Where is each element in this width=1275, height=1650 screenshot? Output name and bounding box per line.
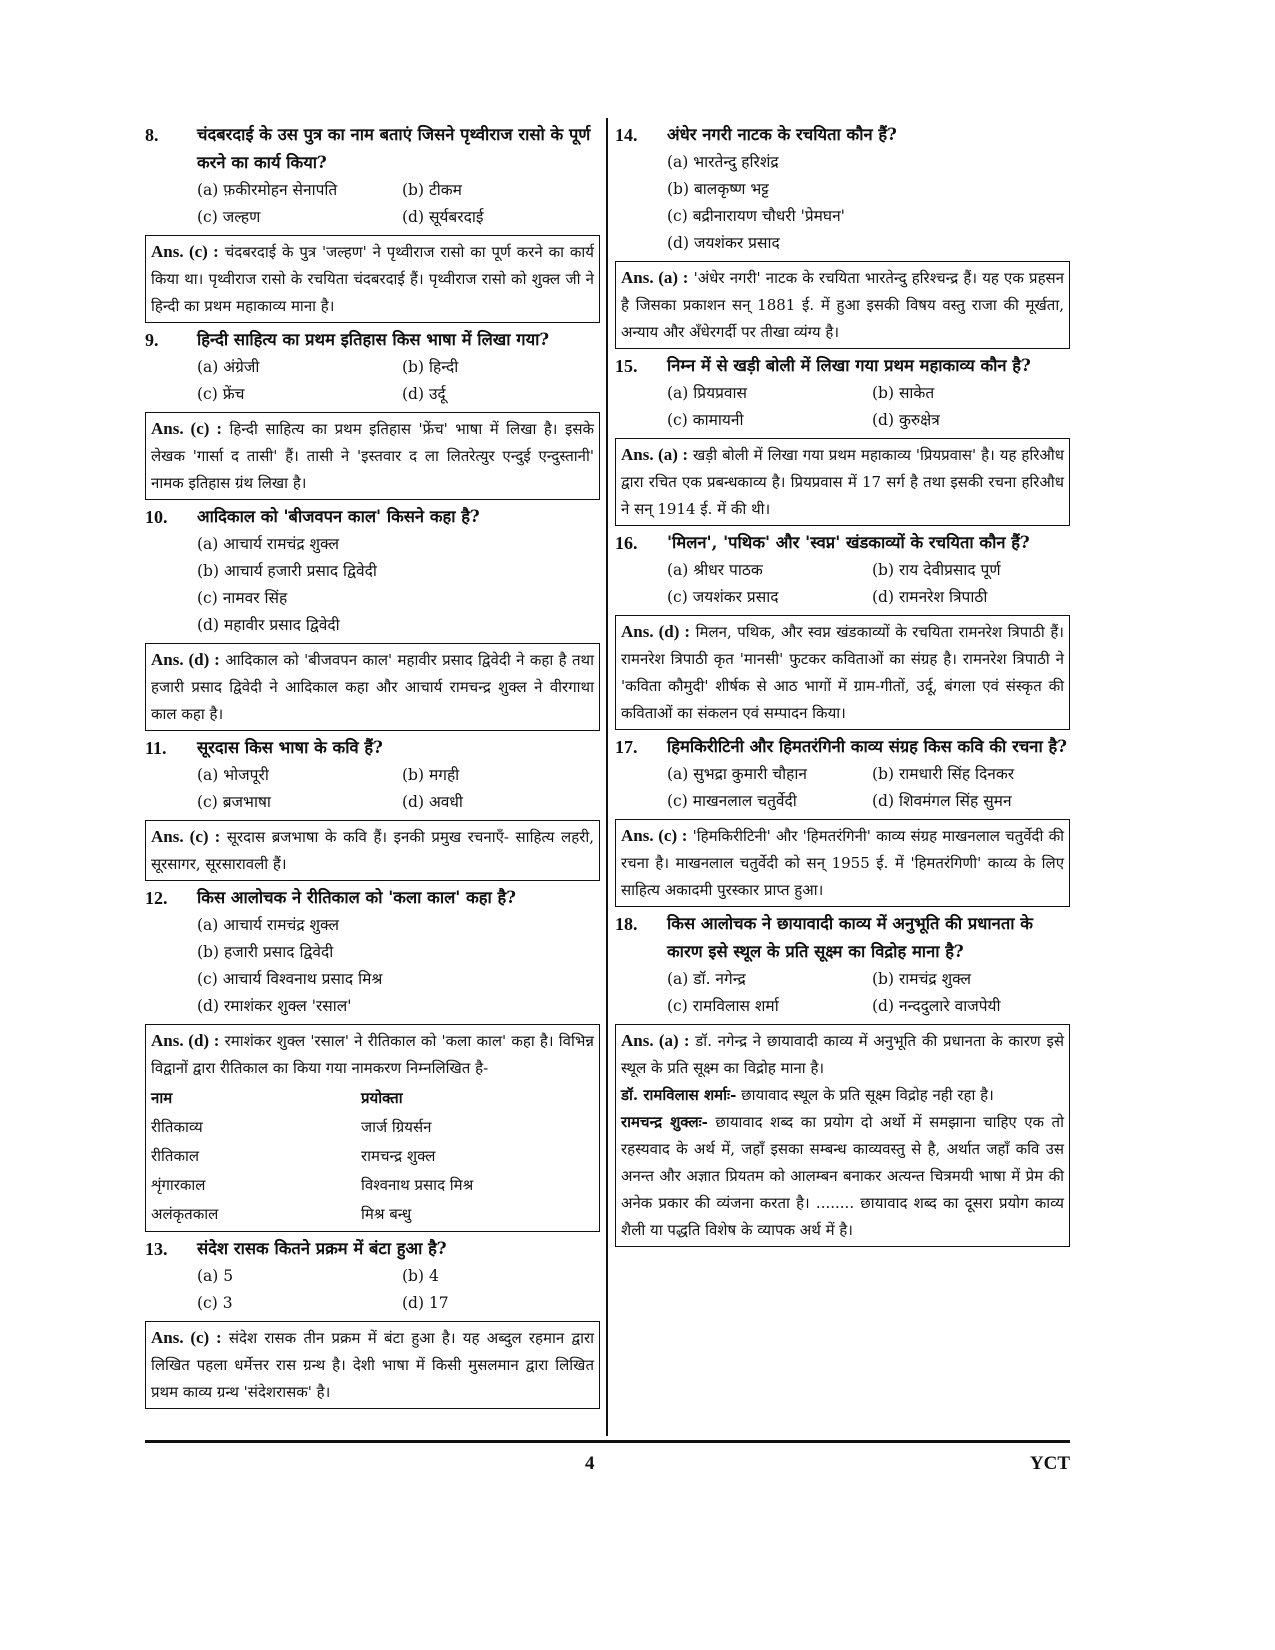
answer-label: Ans. (c) : [151, 419, 223, 438]
answer-box [615, 438, 1070, 526]
question-17 [615, 733, 1070, 761]
options [197, 912, 600, 1020]
question-15 [615, 352, 1070, 380]
option-c: (c) बद्रीनारायण चौधरी 'प्रेमघन' [667, 207, 845, 225]
answer-box [145, 412, 600, 500]
question-8 [145, 121, 600, 177]
option-d: (d) महावीर प्रसाद द्विवेदी [197, 616, 340, 634]
question-text: अंधेर नगरी नाटक के रचयिता कौन हैं? [667, 125, 897, 144]
page-number: 4 [585, 1453, 595, 1474]
question-number: 17. [615, 737, 638, 757]
option-b: (b) आचार्य हजारी प्रसाद द्विवेदी [197, 562, 377, 580]
question-text: 'मिलन', 'पथिक' और 'स्वप्न' खंडकाव्यों के रचयिता कौन हैं? [667, 533, 1030, 552]
question-text: संदेश रासक कितने प्रक्रम में बंटा हुआ है? [197, 1239, 447, 1258]
option-d: (d) शिवमंगल सिंह सुमन [872, 792, 1012, 810]
answer-label: Ans. (a) : [621, 268, 689, 287]
question-number: 8. [145, 125, 159, 145]
options [197, 531, 600, 639]
option-d: (d) जयशंकर प्रसाद [667, 234, 780, 252]
options [197, 177, 600, 231]
question-text: चंदबरदाई के उस पुत्र का नाम बताएं जिसने पृथ्वीराज रासो के पूर्ण करने का कार्य किया? [197, 125, 591, 172]
option-c: (c) जल्हण [197, 208, 261, 226]
question-text: आदिकाल को 'बीजवपन काल' किसने कहा है? [197, 507, 480, 526]
option-a: (a) सुभद्रा कुमारी चौहान [667, 765, 807, 783]
option-c: (c) जयशंकर प्रसाद [667, 588, 779, 606]
page [145, 118, 1070, 1498]
table-header: प्रयोक्ता [361, 1089, 403, 1107]
answer-box [145, 235, 600, 323]
option-c: (c) कामायनी [667, 411, 744, 429]
option-c: (c) ब्रजभाषा [197, 793, 271, 811]
question-11 [145, 734, 600, 762]
table-cell: विश्वनाथ प्रसाद मिश्र [361, 1176, 474, 1194]
naming-table [151, 1084, 594, 1229]
answer-text: डॉ. नगेन्द्र ने छायावादी काव्य में अनुभूति की प्रधानता के कारण इसे स्थूल के प्रति सूक्ष्म का विद्रोह माना है। [621, 1032, 1064, 1077]
option-c: (c) नामवर सिंह [197, 589, 288, 607]
question-number: 12. [145, 888, 168, 908]
answer-label: Ans. (a) : [621, 1031, 690, 1050]
answer-text: 'अंधेर नगरी' नाटक के रचयिता भारतेन्दु हरिश्चन्द्र हैं। यह एक प्रहसन है जिसका प्रकाशन सन् 1881 ई. में हुआ इसकी विषय वस्तु राजा की मूर्खता, अन्याय और अँधेरगर्दी पर तीखा व्यंग्य है। [621, 269, 1064, 341]
option-b: (b) टीकम [402, 181, 462, 199]
question-12 [145, 884, 600, 912]
question-text: किस आलोचक ने रीतिकाल को 'कला काल' कहा है? [197, 888, 516, 907]
question-text: हिमकिरीटिनी और हिमतरंगिनी काव्य संग्रह किस कवि की रचना है? [667, 737, 1067, 756]
answer-label: Ans. (c) : [151, 827, 221, 846]
critic-text: छायावाद शब्द का प्रयोग दो अर्थो में समझाना चाहिए एक तो रहस्यवाद के अर्थ में, जहाँ इसका सम्बन्ध काव्यवस्तु से है, अर्थात जहाँ कवि उस अनन्त और अज्ञात प्रियतम को आलम्बन बनाकर अत्यन्त चित्रमयी भाषा में प्रेम की अनेक प्रकार की व्यंजना करता है। ........ छायावाद शब्द का दूसरा प्रयोग काव्य शैली या पद्धति विशेष के व्यापक अर्थ में है। [621, 1113, 1064, 1239]
answer-label: Ans. (c) : [151, 1328, 222, 1347]
right-column [615, 118, 1070, 1249]
table-header: नाम [151, 1089, 173, 1107]
critic-text: छायावाद स्थूल के प्रति सूक्ष्म विद्रोह नही रहा है। [741, 1086, 994, 1104]
question-number: 11. [145, 738, 167, 758]
question-13 [145, 1235, 600, 1263]
option-b: (b) रामचंद्र शुक्ल [872, 970, 972, 988]
option-b: (b) बालकृष्ण भट्ट [667, 180, 769, 198]
options [667, 966, 1070, 1020]
option-c: (c) 3 [197, 1294, 233, 1312]
option-b: (b) हजारी प्रसाद द्विवेदी [197, 943, 334, 961]
option-a: (a) प्रियप्रवास [667, 384, 748, 402]
option-d: (d) रमाशंकर शुक्ल 'रसाल' [197, 997, 352, 1015]
option-a: (a) अंग्रेजी [197, 358, 260, 376]
question-text: सूरदास किस भाषा के कवि हैं? [197, 738, 383, 757]
answer-text: 'हिमकिरीटिनी' और 'हिमतरंगिनी' काव्य संग्रह माखनलाल चतुर्वेदी की रचना है। माखनलाल चतुर्वेदी को सन् 1955 ई. में 'हिमतरंगिणी' काव्य के लिए साहित्य अकादमी पुरस्कार प्राप्त हुआ। [621, 827, 1064, 899]
option-b: (b) हिन्दी [402, 358, 459, 376]
options [197, 762, 600, 816]
answer-label: Ans. (a) : [621, 445, 689, 464]
table-cell: मिश्र बन्धु [361, 1205, 412, 1223]
question-14 [615, 121, 1070, 149]
critic-label: डॉ. रामविलास शर्माः- [621, 1086, 737, 1104]
answer-text: रमाशंकर शुक्ल 'रसाल' ने रीतिकाल को 'कला काल' कहा है। विभिन्न विद्वानों द्वारा रीतिकाल का किया गया नामकरण निम्नलिखित है- [151, 1032, 594, 1077]
option-a: (a) आचार्य रामचंद्र शुक्ल [197, 916, 339, 934]
question-text: किस आलोचक ने छायावादी काव्य में अनुभूति की प्रधानता के कारण इसे स्थूल के प्रति सूक्ष्म का विद्रोह माना है? [667, 914, 1033, 961]
option-d: (d) नन्ददुलारे वाजपेयी [872, 997, 1001, 1015]
option-b: (b) राय देवीप्रसाद पूर्ण [872, 561, 1001, 579]
option-b: (b) साकेत [872, 384, 935, 402]
answer-box [145, 1321, 600, 1409]
options [197, 354, 600, 408]
table-cell: शृंगारकाल [151, 1176, 206, 1194]
options [197, 1263, 600, 1317]
answer-text: मिलन, पथिक, और स्वप्न खंडकाव्यों के रचयिता रामनरेश त्रिपाठी हैं। रामनरेश त्रिपाठी कृत 'मानसी' फुटकर कविताओं का संग्रह है। रामनरेश त्रिपाठी ने 'कविता कौमुदी' शीर्षक से आठ भागों में ग्राम-गीतों, उर्दू, बंगला एवं संस्कृत की कविताओं का संकलन एवं सम्पादन किया। [621, 623, 1064, 722]
answer-box [145, 1024, 600, 1232]
question-number: 18. [615, 914, 638, 934]
options [667, 557, 1070, 611]
option-b: (b) मगही [402, 766, 460, 784]
option-d: (d) 17 [402, 1294, 449, 1312]
answer-text: चंदबरदाई के पुत्र 'जल्हण' ने पृथ्वीराज रासो का पूर्ण करने का कार्य किया था। पृथ्वीराज रासो के रचयिता चंदबरदाई हैं। पृथ्वीराज रासो को शुक्ल जी ने हिन्दी का प्रथम महाकाव्य माना है। [151, 243, 594, 315]
answer-label: Ans. (d) : [621, 622, 691, 641]
brand-mark: YCT [1029, 1453, 1070, 1474]
answer-text: हिन्दी साहित्य का प्रथम इतिहास 'फ्रेंच' भाषा में लिखा है। इसके लेखक 'गार्सा द तासी' हैं। तासी ने 'इस्तवार द ला लितरेत्युर एन्दुई एन्दुस्तानी' नामक इतिहास ग्रंथ लिखा है। [151, 420, 594, 492]
answer-label: Ans. (c) : [621, 826, 688, 845]
options [667, 149, 1070, 257]
table-cell: रीतिकाल [151, 1147, 200, 1165]
question-9 [145, 326, 600, 354]
option-a: (a) फ़कीरमोहन सेनापति [197, 181, 338, 199]
answer-text: खड़ी बोली में लिखा गया प्रथम महाकाव्य 'प्रियप्रवास' है। यह हरिऔध द्वारा रचित एक प्रबन्धकाव्य है। प्रियप्रवास में 17 सर्ग है तथा इसकी रचना हरिऔध ने सन् 1914 ई. में की थी। [621, 446, 1064, 518]
table-cell: जार्ज ग्रियर्सन [361, 1118, 432, 1136]
answer-label: Ans. (d) : [151, 650, 220, 669]
option-a: (a) भोजपूरी [197, 766, 269, 784]
option-d: (d) उर्दू [402, 385, 446, 403]
answer-text: आदिकाल को 'बीजवपन काल' महावीर प्रसाद द्विवेदी ने कहा है तथा हजारी प्रसाद द्विवेदी ने आदिकाल कहा और आचार्य रामचन्द्र शुक्ल ने वीरगाथा काल कहा है। [151, 651, 594, 723]
question-number: 16. [615, 533, 638, 553]
answer-label: Ans. (c) : [151, 242, 219, 261]
option-a: (a) 5 [197, 1267, 234, 1285]
question-number: 9. [145, 330, 159, 350]
option-c: (c) माखनलाल चतुर्वेदी [667, 792, 797, 810]
question-text: हिन्दी साहित्य का प्रथम इतिहास किस भाषा में लिखा गया? [197, 330, 550, 349]
answer-text: सूरदास ब्रजभाषा के कवि हैं। इनकी प्रमुख रचनाएँ- साहित्य लहरी, सूरसागर, सूरसारावली हैं। [151, 828, 594, 873]
footer-rule [145, 1440, 1070, 1443]
answer-box [145, 643, 600, 731]
option-a: (a) आचार्य रामचंद्र शुक्ल [197, 535, 339, 553]
option-b: (b) 4 [402, 1267, 439, 1285]
left-column [145, 118, 600, 1411]
question-10 [145, 503, 600, 531]
question-number: 10. [145, 507, 168, 527]
table-cell: अलंकृतकाल [151, 1205, 219, 1223]
answer-box [615, 819, 1070, 907]
answer-box [615, 1024, 1070, 1247]
option-d: (d) अवधी [402, 793, 463, 811]
option-a: (a) भारतेन्दु हरिशंद्र [667, 153, 779, 171]
answer-box [615, 615, 1070, 730]
column-divider [606, 118, 608, 1436]
answer-label: Ans. (d) : [151, 1031, 220, 1050]
option-d: (d) सूर्यबरदाई [402, 208, 484, 226]
option-d: (d) कुरुक्षेत्र [872, 411, 940, 429]
answer-box [615, 261, 1070, 349]
question-number: 13. [145, 1239, 168, 1259]
option-c: (c) रामविलास शर्मा [667, 997, 779, 1015]
question-text: निम्न में से खड़ी बोली में लिखा गया प्रथम महाकाव्य कौन है? [667, 356, 1031, 375]
question-number: 14. [615, 125, 638, 145]
table-cell: रामचन्द्र शुक्ल [361, 1147, 436, 1165]
answer-text: संदेश रासक तीन प्रक्रम में बंटा हुआ है। यह अब्दुल रहमान द्वारा लिखित पहला धर्मेत्तर रास ग्रन्थ है। देशी भाषा में किसी मुसलमान द्वारा लिखित प्रथम काव्य ग्रन्थ 'संदेशरासक' है। [151, 1329, 594, 1401]
option-c: (c) आचार्य विश्वनाथ प्रसाद मिश्र [197, 970, 383, 988]
option-a: (a) श्रीधर पाठक [667, 561, 763, 579]
table-cell: रीतिकाव्य [151, 1118, 203, 1136]
critic-label: रामचन्द्र शुक्लः- [621, 1113, 708, 1131]
option-c: (c) फ्रेंच [197, 385, 245, 403]
option-b: (b) रामधारी सिंह दिनकर [872, 765, 1015, 783]
options [667, 761, 1070, 815]
question-number: 15. [615, 356, 638, 376]
question-16 [615, 529, 1070, 557]
question-18 [615, 910, 1070, 966]
answer-box [145, 820, 600, 881]
option-d: (d) रामनरेश त्रिपाठी [872, 588, 988, 606]
options [667, 380, 1070, 434]
option-a: (a) डॉ. नगेन्द्र [667, 970, 746, 988]
